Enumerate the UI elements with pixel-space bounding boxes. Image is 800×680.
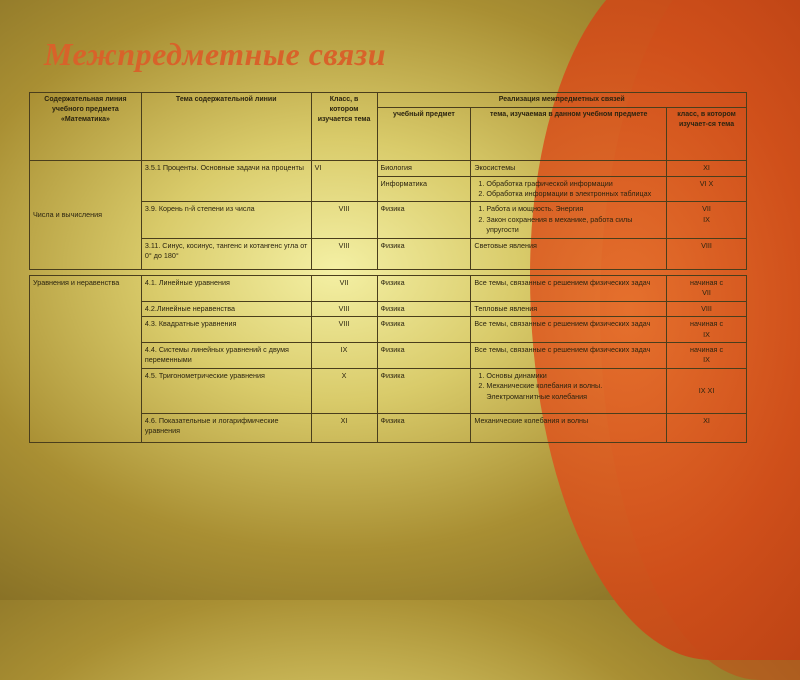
subject-topic-cell: Световые явления (471, 238, 667, 269)
subject-topic-cell: Механические колебания и волны (471, 413, 667, 442)
subject-grade-cell: XI (667, 161, 747, 176)
subject-grade-cell: VIII (667, 238, 747, 269)
grade-cell: VIII (311, 317, 377, 343)
subject-cell: Физика (377, 413, 471, 442)
header-subject: учебный предмет (377, 108, 471, 161)
subject-grade-cell (667, 342, 747, 368)
subject-topic-cell: Экосистемы (471, 161, 667, 176)
topic-cell: 4.5. Тригонометрические уравнения (141, 368, 311, 413)
subject-topic-cell (471, 176, 667, 202)
subject-grade-cell (667, 275, 747, 301)
subject-topic-cell: Все темы, связанные с решением физических задач (471, 317, 667, 343)
subject-cell: Физика (377, 301, 471, 316)
table-row (30, 275, 747, 301)
grade-value: начиная с (690, 319, 724, 329)
grade-cell: IX (311, 342, 377, 368)
topic-cell: 4.2.Линейные неравенства (141, 301, 311, 316)
interdisciplinary-table (29, 92, 747, 443)
grade-cell: VIII (311, 202, 377, 238)
grade-cell: VI (311, 161, 377, 202)
subject-cell: Физика (377, 275, 471, 301)
subject-grade-cell: VI X (667, 176, 747, 202)
grade-value: IX (703, 329, 710, 339)
header-content-line: Содержательная линия учебного предмета «Математика» (30, 93, 142, 161)
subject-topic-cell: Все темы, связанные с решением физических задач (471, 275, 667, 301)
topic-cell: 4.6. Показательные и логарифмические уравнения (141, 413, 311, 442)
subject-topic-cell: Тепловые явления (471, 301, 667, 316)
subject-grade-cell: VIII (667, 301, 747, 316)
slide-title: Межпредметные связи (44, 36, 387, 72)
list-item: 2. Закон сохранения в механике, работа силы упругости (486, 215, 663, 236)
subject-grade-cell (667, 202, 747, 238)
topic-cell: 4.4. Системы линейных уравнений с двумя переменными (141, 342, 311, 368)
subject-cell: Физика (377, 368, 471, 413)
list-item: 2. Обработка информации в электронных таблицах (486, 189, 663, 199)
table-row (30, 161, 747, 176)
topic-cell: 4.3. Квадратные уравнения (141, 317, 311, 343)
header-realization: Реализация межпредметных связей (377, 93, 746, 108)
subject-cell: Биология (377, 161, 471, 176)
header-row (30, 93, 747, 108)
subject-cell: Физика (377, 202, 471, 238)
topic-cell: 3.9. Корень n-й степени из числа (141, 202, 311, 238)
grade-cell: VII (311, 275, 377, 301)
content-line-cell (30, 275, 142, 442)
header-topic: Тема содержательной линии (141, 93, 311, 161)
content-line-label: Числа и вычисления (33, 209, 103, 219)
grade-cell: X (311, 368, 377, 413)
grade-value: начиная с (690, 277, 724, 287)
subject-cell: Физика (377, 317, 471, 343)
subject-topic-cell (471, 202, 667, 238)
topic-cell: 3.11. Синус, косинус, тангенс и котангенс угла от 0° до 180° (141, 238, 311, 269)
content-line-label: Уравнения и неравенства (33, 277, 120, 287)
subject-grade-cell: IX XI (667, 368, 747, 413)
grade-value: начиная с (690, 344, 724, 354)
grade-value: VII (702, 204, 711, 214)
content-line-cell (30, 161, 142, 270)
grade-cell: VIII (311, 238, 377, 269)
grade-value: IX (703, 355, 710, 365)
grade-cell: VIII (311, 301, 377, 316)
header-grade: Класс, в котором изучается тема (311, 93, 377, 161)
topic-cell: 4.1. Линейные уравнения (141, 275, 311, 301)
subject-cell: Физика (377, 342, 471, 368)
grade-value: IX (703, 214, 710, 224)
list-item: 2. Механические колебания и волны. Электромагнитные колебания (486, 381, 663, 402)
grade-cell: XI (311, 413, 377, 442)
subject-topic-cell: Все темы, связанные с решением физических задач (471, 342, 667, 368)
list-item: 1. Работа и мощность. Энергия (486, 204, 663, 214)
subject-topic-cell (471, 368, 667, 413)
header-subject-grade: класс, в котором изучает-ся тема (667, 108, 747, 161)
subject-cell: Физика (377, 238, 471, 269)
subject-grade-cell: XI (667, 413, 747, 442)
topic-cell: 3.5.1 Проценты. Основные задачи на проценты (141, 161, 311, 202)
list-item: 1. Основы динамики (486, 371, 663, 381)
list-item: 1. Обработка графической информации (486, 179, 663, 189)
grade-value: VII (702, 288, 711, 298)
subject-grade-cell (667, 317, 747, 343)
subject-cell: Информатика (377, 176, 471, 202)
header-subject-topic: тема, изучаемая в данном учебном предмете (471, 108, 667, 161)
